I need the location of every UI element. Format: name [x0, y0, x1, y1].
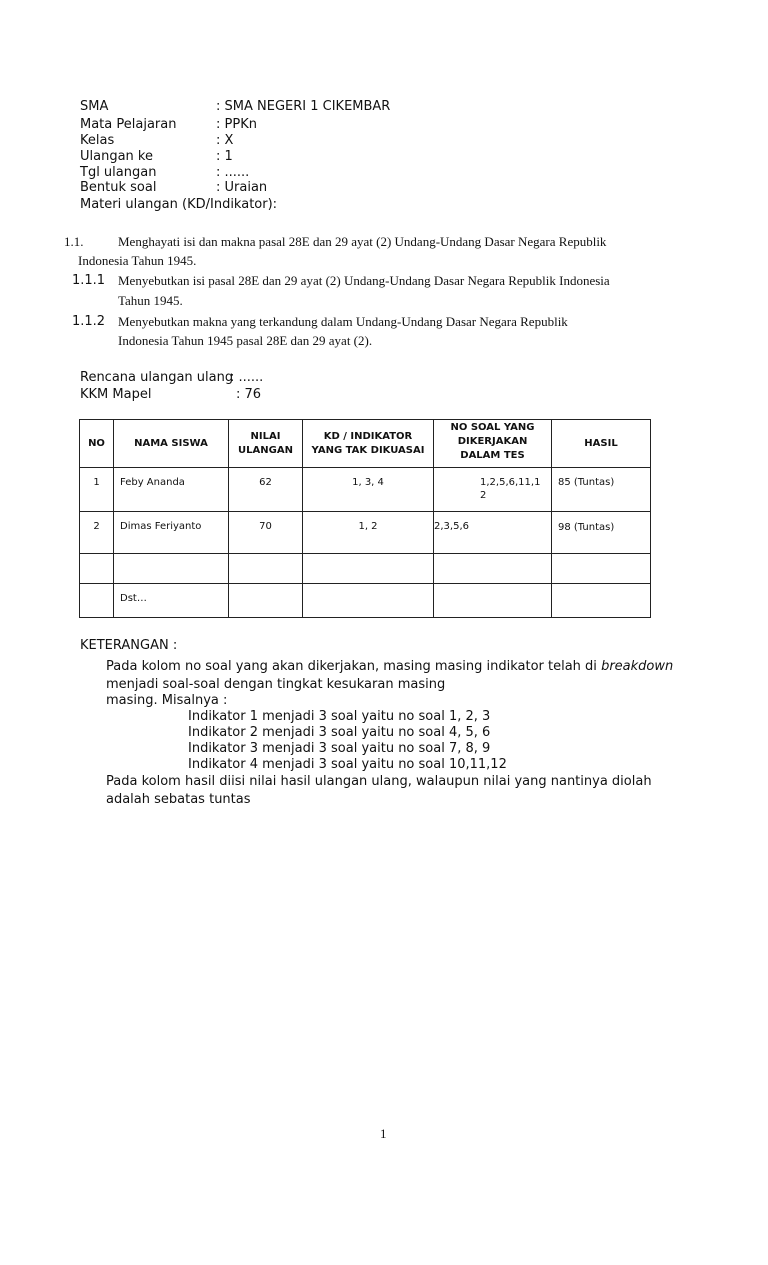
- table-row: [80, 512, 651, 554]
- cell-nilai: 62: [259, 477, 272, 488]
- info-label: Mata Pelajaran: [80, 117, 177, 132]
- cell-no-soal: 1,2,5,6,11,1 2: [480, 477, 541, 501]
- cell-hasil: 85 (Tuntas): [558, 477, 615, 488]
- cell-hasil: 98 (Tuntas): [558, 522, 615, 533]
- rencana-value: : ......: [230, 370, 264, 385]
- indicator-number: 1.1.1: [72, 273, 106, 288]
- rencana-label: Rencana ulangan ulang: [80, 370, 234, 385]
- example-line: Indikator 4 menjadi 3 soal yaitu no soal 10,11,12: [188, 757, 507, 772]
- keterangan-paragraph-1-cont: masing. Misalnya :: [106, 693, 228, 708]
- indicator-text-cont: Tahun 1945.: [118, 293, 183, 308]
- info-value: : X: [216, 133, 234, 148]
- results-table: [79, 419, 651, 618]
- info-value: : 1: [216, 149, 233, 164]
- cell-no-soal: 2,3,5,6: [434, 521, 469, 532]
- kd-number: 1.1.: [64, 234, 84, 249]
- kd-text-cont: Indonesia Tahun 1945.: [78, 253, 197, 268]
- page-number: 1: [380, 1126, 387, 1141]
- header-kd-indikator: KD / INDIKATOR YANG TAK DIKUASAI: [303, 420, 434, 468]
- cell-nama: Dimas Feriyanto: [120, 521, 202, 532]
- header-nama-siswa: NAMA SISWA: [114, 420, 229, 468]
- table-row: [80, 584, 651, 618]
- cell-kd: 1, 3, 4: [352, 477, 384, 488]
- info-label: Ulangan ke: [80, 149, 153, 164]
- header-no: NO: [80, 420, 114, 468]
- keterangan-text: Pada kolom no soal yang akan dikerjakan, masing masing indikator telah di: [106, 659, 597, 674]
- keterangan-paragraph-1: [106, 658, 673, 675]
- cell-nama: Dst…: [120, 593, 147, 604]
- example-line: Indikator 1 menjadi 3 soal yaitu no soal 1, 2, 3: [188, 709, 491, 724]
- indicator-text: Menyebutkan isi pasal 28E dan 29 ayat (2) Undang-Undang Dasar Negara Republik Indonesia: [118, 273, 610, 288]
- info-label: Kelas: [80, 133, 115, 148]
- cell-nilai: 70: [259, 521, 272, 532]
- header-hasil: HASIL: [552, 420, 651, 468]
- cell-no: 1: [93, 477, 100, 488]
- info-label: Bentuk soal: [80, 180, 157, 195]
- indicator-number: 1.1.2: [72, 314, 106, 329]
- info-label: Tgl ulangan: [80, 165, 157, 180]
- info-value: : Uraian: [216, 180, 268, 195]
- kkm-value: : 76: [236, 387, 262, 402]
- cell-nama: Feby Ananda: [120, 477, 185, 488]
- cell-no: 2: [93, 521, 100, 532]
- kd-text: Menghayati isi dan makna pasal 28E dan 29 ayat (2) Undang-Undang Dasar Negara Republik: [118, 234, 607, 249]
- table-row: [80, 554, 651, 584]
- header-nilai-ulangan: NILAI ULANGAN: [229, 420, 303, 468]
- info-value: : SMA NEGERI 1 CIKEMBAR: [216, 99, 391, 114]
- materi-label: Materi ulangan (KD/Indikator):: [80, 197, 278, 212]
- keterangan-title: KETERANGAN :: [80, 638, 178, 653]
- keterangan-paragraph-2-cont: adalah sebatas tuntas: [106, 792, 251, 807]
- header-no-soal: NO SOAL YANG DIKERJAKAN DALAM TES: [434, 420, 552, 468]
- info-label: SMA: [80, 99, 109, 114]
- info-value: : PPKn: [216, 117, 257, 132]
- keterangan-paragraph-1-cont: menjadi soal-soal dengan tingkat kesukaran masing: [106, 677, 446, 692]
- kkm-label: KKM Mapel: [80, 387, 152, 402]
- info-value: : ......: [216, 165, 250, 180]
- table-row: [80, 468, 651, 512]
- indicator-text-cont: Indonesia Tahun 1945 pasal 28E dan 29 ayat (2).: [118, 333, 373, 348]
- indicator-text: Menyebutkan makna yang terkandung dalam Undang-Undang Dasar Negara Republik: [118, 314, 568, 329]
- example-line: Indikator 3 menjadi 3 soal yaitu no soal 7, 8, 9: [188, 741, 491, 756]
- keterangan-paragraph-2: Pada kolom hasil diisi nilai hasil ulangan ulang, walaupun nilai yang nantinya diolah: [106, 774, 652, 789]
- example-line: Indikator 2 menjadi 3 soal yaitu no soal 4, 5, 6: [188, 725, 491, 740]
- table-header-row: [80, 420, 651, 468]
- cell-kd: 1, 2: [358, 521, 378, 532]
- keterangan-emphasis: breakdown: [601, 659, 674, 674]
